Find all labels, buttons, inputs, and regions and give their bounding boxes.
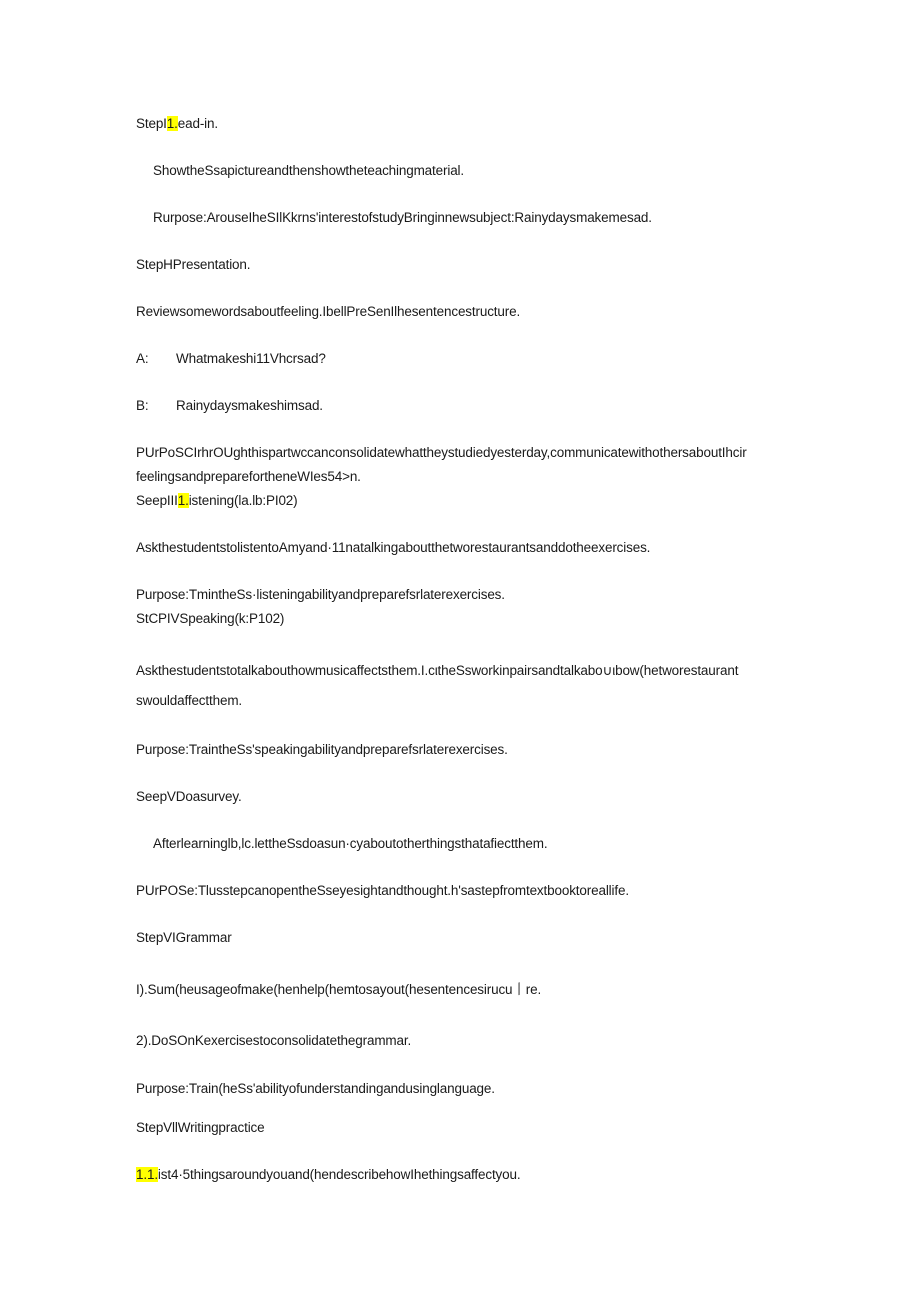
ask-2-line-2: swouldaffectthem. — [136, 693, 243, 708]
purpose-2-line-2: feelingsandpreparefortheneWIes54>n. — [136, 469, 361, 484]
ask-line-1: AskthestudentstolistentoAmyand·11natalkingaboutthetworestaurantsanddotheexercises. — [136, 540, 651, 555]
review-line: Reviewsomewordsaboutfeeling.IbellPreSenIlhesentencestructure. — [136, 304, 521, 319]
purpose-3: Purpose:TmintheSs·listeningabilityandpreparefsrlaterexercises. — [136, 587, 505, 602]
highlight-mark: 1. — [177, 493, 189, 508]
speaker-a-label: A: — [136, 351, 149, 366]
purpose-1: Rurpose:ArouseIheSIlKkrns'interestofstudyBringinnewsubject:Rainydaysmakemesad. — [153, 210, 652, 225]
step-3-suffix: istening(la.lb:PI02) — [188, 493, 298, 508]
highlight-mark: 1. — [166, 116, 178, 131]
purpose-6: Purpose:Train(heSs'abilityofunderstandingandusinglanguage. — [136, 1081, 495, 1096]
step-1-prefix: StepI — [136, 116, 167, 131]
sum-line: I).Sum(heusageofmake(henhelp(hemtosayout(hesentencesirucu丨re. — [136, 982, 542, 997]
step-3-heading — [136, 492, 298, 510]
ask-2-line-1: Askthestudentstotalkabouthowmusicaffectsthem.I.cιtheSsworkinpairsandtalkabo∪ιbow(hetworestaurant — [136, 663, 739, 678]
step-5-heading: SeepVDoasurvey. — [136, 789, 242, 804]
step-1-suffix: ead-in. — [177, 116, 218, 131]
purpose-5: PUrPOSe:TlusstepcanopentheSseyesightandthought.h'sastepfromtextbooktoreallife. — [136, 883, 629, 898]
speaker-b-text: Rainydaysmakeshimsad. — [176, 398, 323, 413]
step-6-heading: StepVIGrammar — [136, 930, 232, 945]
speaker-a-text: Whatmakeshi11Vhcrsad? — [176, 351, 326, 366]
after-line: Afterlearninglb,lc.lettheSsdoasun·cyaboutotherthingsthatafiectthem. — [153, 836, 548, 851]
list-line — [136, 1166, 520, 1184]
list-text: ist4·5thingsaroundyouand(hendescribehowIhethingsaffectyou. — [157, 1167, 521, 1182]
highlight-mark: 1.1. — [136, 1167, 158, 1182]
purpose-4: Purpose:TraintheSs'speakingabilityandpreparefsrlaterexercises. — [136, 742, 508, 757]
do-exercises-line: 2).DoSOnKexercisestoconsolidatethegrammar. — [136, 1033, 412, 1048]
step-3-prefix: SeepIII — [136, 493, 178, 508]
step-2-heading: StepHPresentation. — [136, 257, 251, 272]
speaker-b-label: B: — [136, 398, 149, 413]
purpose-2-line-1: PUrPoSCIrhrOUghthispartwccanconsolidatewhattheystudiedyesterday,communicatewithothersaboutIhcir — [136, 445, 747, 460]
step-7-heading: StepVllWritingpractice — [136, 1120, 265, 1135]
step-1-heading — [136, 115, 218, 133]
dialogue-a — [136, 350, 326, 368]
dialogue-b — [136, 397, 323, 415]
show-line: ShowtheSsapictureandthenshowtheteachingmaterial. — [153, 163, 465, 178]
step-4-heading: StCPIVSpeaking(k:P102) — [136, 611, 285, 626]
